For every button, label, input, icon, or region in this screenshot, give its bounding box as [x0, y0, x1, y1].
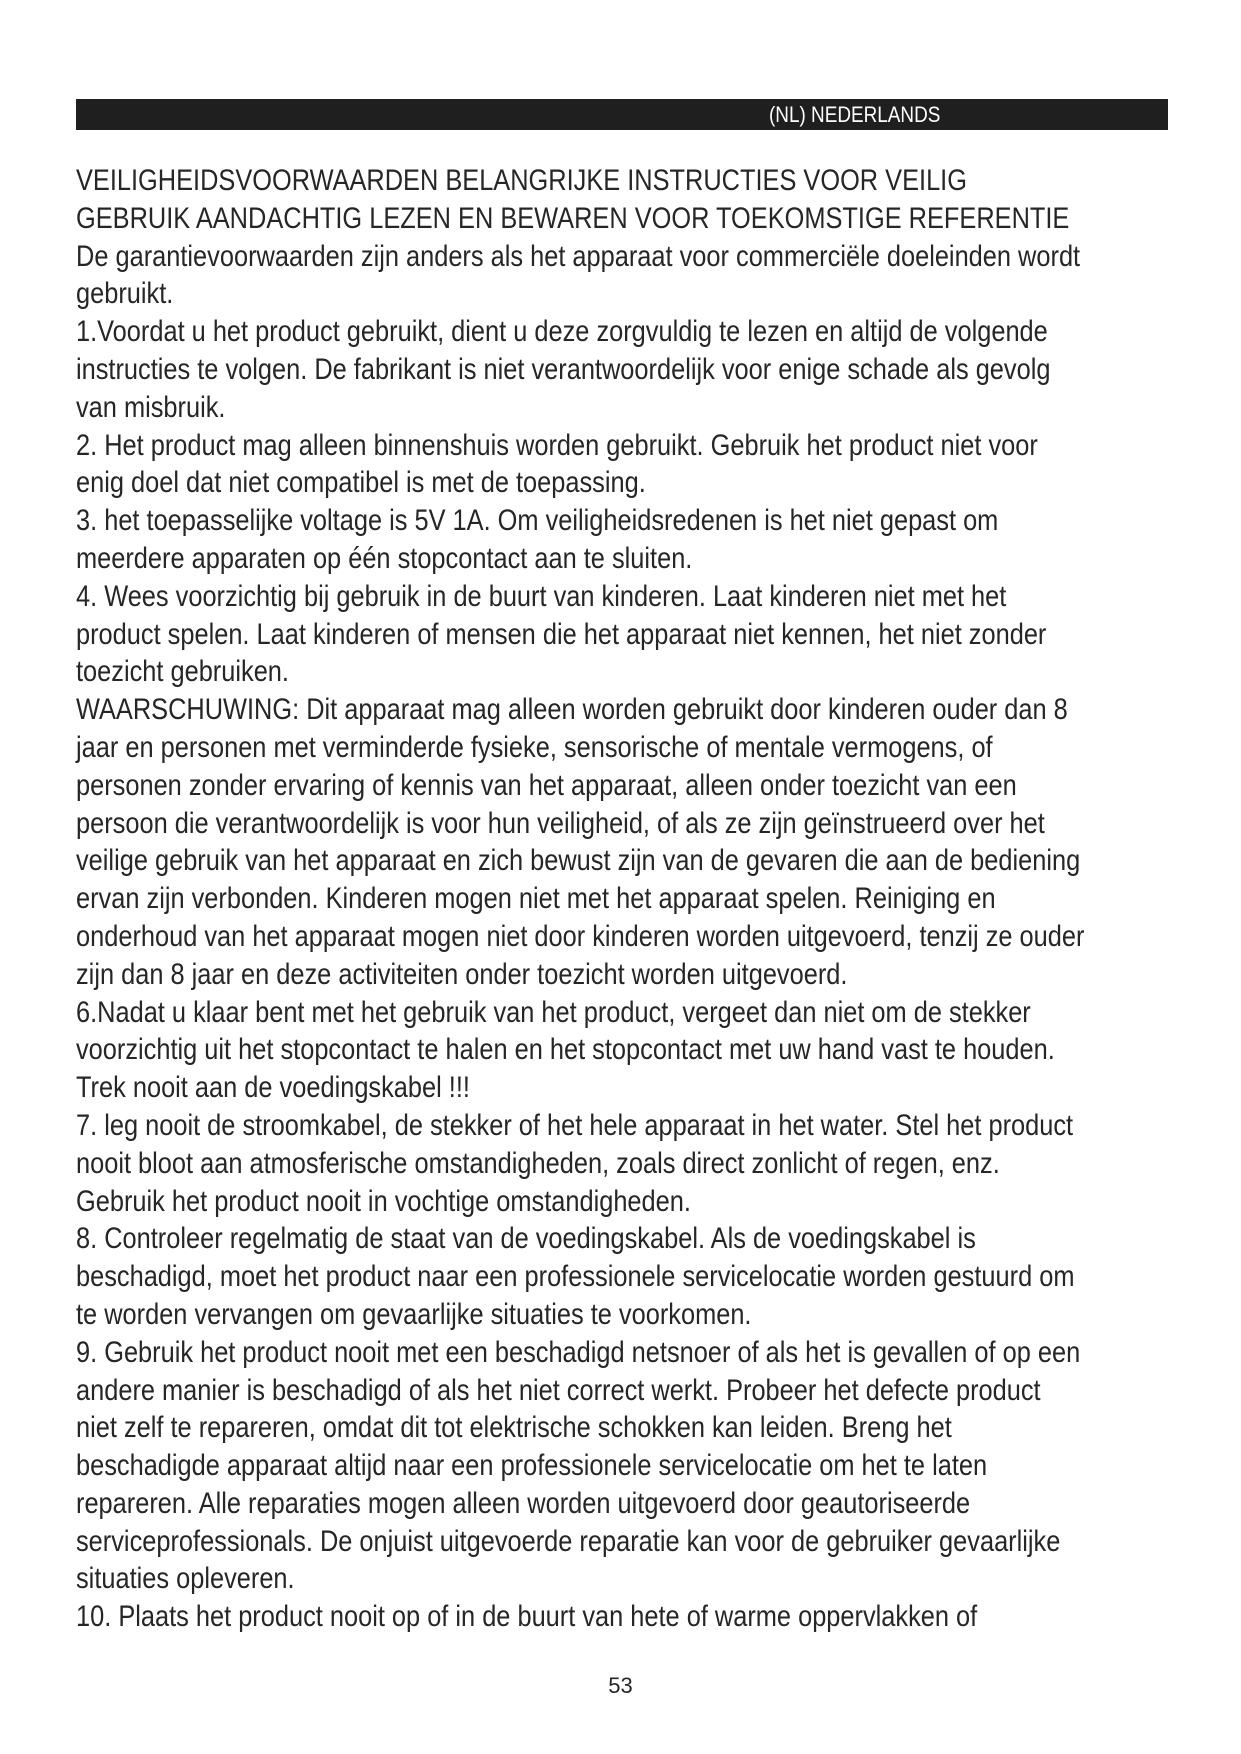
text-line: repareren. Alle reparaties mogen alleen worden uitgevoerd door geautoriseerde [76, 1486, 971, 1520]
text-line: 9. Gebruik het product nooit met een beschadigd netsnoer of als het is gevallen of op een [76, 1335, 1081, 1369]
text-line: Trek nooit aan de voedingskabel !!! [76, 1071, 470, 1105]
text-line: van misbruik. [76, 390, 226, 424]
text-line: toezicht gebruiken. [76, 655, 289, 689]
text-line: 8. Controleer regelmatig de staat van de voedingskabel. Als de voedingskabel is [76, 1222, 976, 1256]
text-line: gebruikt. [76, 277, 174, 311]
text-line: onderhoud van het apparaat mogen niet door kinderen worden uitgevoerd, tenzij ze ouder [76, 919, 1085, 953]
text-line: Gebruik het product nooit in vochtige omstandigheden. [76, 1184, 691, 1218]
text-line: jaar en personen met verminderde fysieke, sensorische of mentale vermogens, of [76, 730, 993, 764]
text-line: beschadigd, moet het product naar een professionele servicelocatie worden gestuurd om [76, 1260, 1075, 1294]
instructions-body [76, 162, 1091, 1636]
text-line: 10. Plaats het product nooit op of in de buurt van hete of warme oppervlakken of [76, 1600, 978, 1634]
text-line: 3. het toepasselijke voltage is 5V 1A. Om veiligheidsredenen is het niet gepast om [76, 504, 999, 538]
text-line: voorzichtig uit het stopcontact te halen en het stopcontact met uw hand vast te houden. [76, 1033, 1055, 1067]
text-line: nooit bloot aan atmosferische omstandigheden, zoals direct zonlicht of regen, enz. [76, 1146, 1000, 1180]
text-line: andere manier is beschadigd of als het niet correct werkt. Probeer het defecte product [76, 1373, 1041, 1407]
text-line: beschadigde apparaat altijd naar een professionele servicelocatie om het te laten [76, 1449, 988, 1483]
text-line: veilige gebruik van het apparaat en zich bewust zijn van de gevaren die aan de bediening [76, 844, 1081, 878]
text-line: niet zelf te repareren, omdat dit tot elektrische schokken kan leiden. Breng het [76, 1411, 952, 1445]
text-line: meerdere apparaten op één stopcontact aan te sluiten. [76, 541, 693, 575]
language-header-bar [76, 99, 1168, 130]
text-line: WAARSCHUWING: Dit apparaat mag alleen worden gebruikt door kinderen ouder dan 8 [76, 693, 1068, 727]
text-line: 2. Het product mag alleen binnenshuis worden gebruikt. Gebruik het product niet voor [76, 428, 1038, 462]
text-line: serviceprofessionals. De onjuist uitgevoerde reparatie kan voor de gebruiker gevaarlijke [76, 1524, 1061, 1558]
text-line: 4. Wees voorzichtig bij gebruik in de buurt van kinderen. Laat kinderen niet met het [76, 579, 1007, 613]
page-number: 53 [608, 1673, 633, 1698]
text-line: ervan zijn verbonden. Kinderen mogen niet met het apparaat spelen. Reiniging en [76, 882, 996, 916]
text-line: personen zonder ervaring of kennis van het apparaat, alleen onder toezicht van een [76, 768, 1017, 802]
text-line: persoon die verantwoordelijk is voor hun veiligheid, of als ze zijn geïnstrueerd over het [76, 806, 1045, 840]
text-line: 7. leg nooit de stroomkabel, de stekker of het hele apparaat in het water. Stel het product [76, 1108, 1074, 1142]
text-line: situaties opleveren. [76, 1562, 295, 1596]
text-line: enig doel dat niet compatibel is met de toepassing. [76, 466, 646, 500]
text-line: VEILIGHEIDSVOORWAARDEN BELANGRIJKE INSTRUCTIES VOOR VEILIG [76, 164, 967, 197]
text-line: 1.Voordat u het product gebruikt, dient u deze zorgvuldig te lezen en altijd de volgende [76, 315, 1048, 349]
text-line: GEBRUIK AANDACHTIG LEZEN EN BEWAREN VOOR TOEKOMSTIGE REFERENTIE [76, 201, 1070, 235]
text-line: zijn dan 8 jaar en deze activiteiten onder toezicht worden uitgevoerd. [76, 957, 848, 991]
language-label: (NL) NEDERLANDS [769, 102, 941, 127]
text-line: De garantievoorwaarden zijn anders als het apparaat voor commerciële doeleinden wordt [76, 239, 1081, 273]
text-line: instructies te volgen. De fabrikant is niet verantwoordelijk voor enige schade als gevolg [76, 352, 1051, 386]
text-line: te worden vervangen om gevaarlijke situaties te voorkomen. [76, 1297, 752, 1331]
text-line: product spelen. Laat kinderen of mensen die het apparaat niet kennen, het niet zonder [76, 617, 1047, 651]
text-line: 6.Nadat u klaar bent met het gebruik van het product, vergeet dan niet om de stekker [76, 995, 1031, 1029]
